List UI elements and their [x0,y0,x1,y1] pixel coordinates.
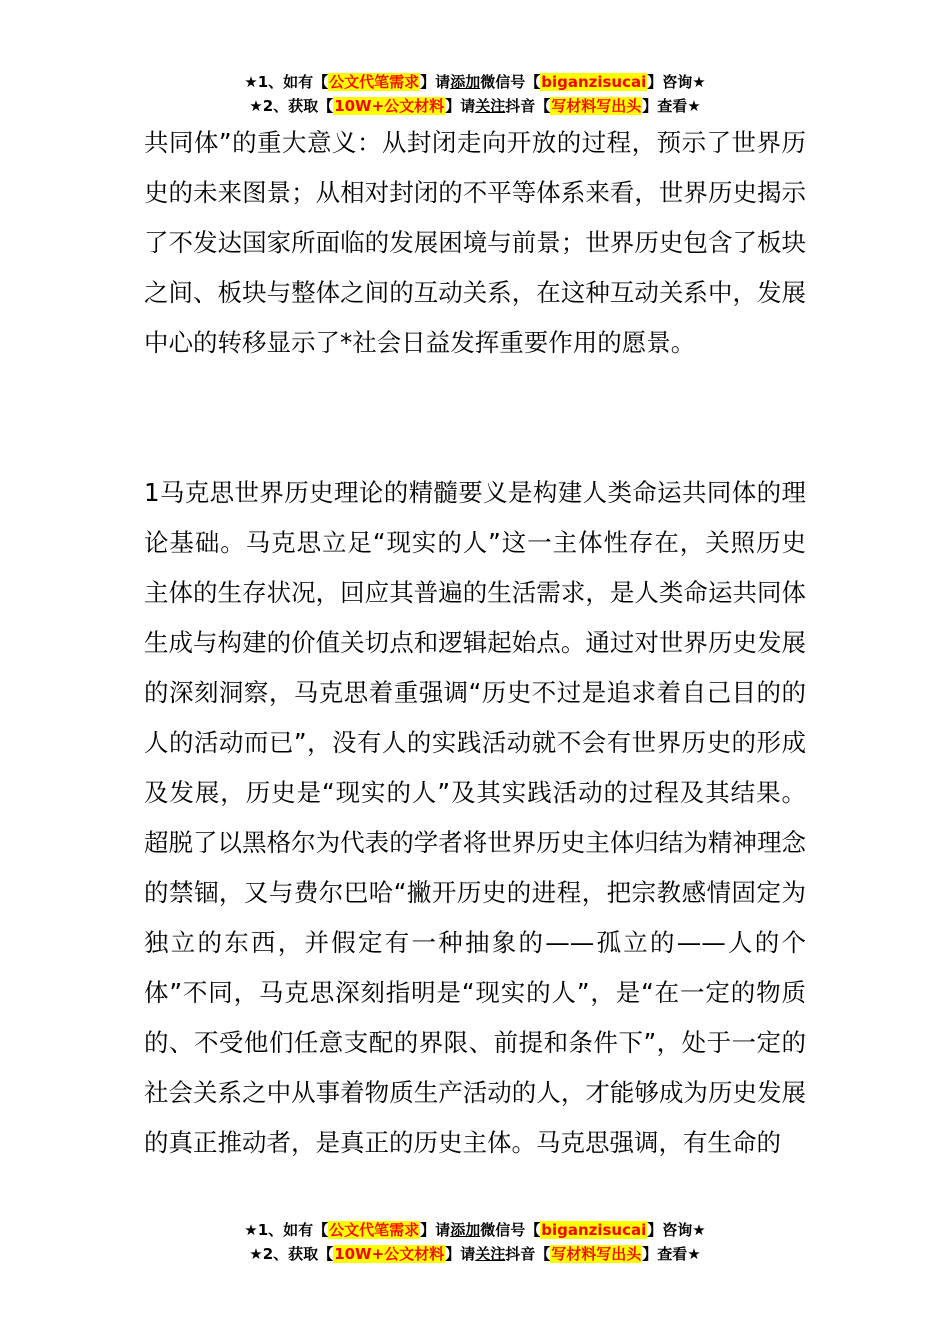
banner-highlight: 10W+公文材料 [334,1245,445,1263]
banner-underlined-text: 添加 [450,73,481,91]
footer-banner [0,1218,950,1266]
banner-text: 】请 [420,73,451,91]
banner-text: ★2、获取【 [249,97,334,115]
banner-highlight: 写材料写出头 [551,97,642,115]
header-banner-line-1 [0,70,950,94]
banner-highlight: biganzisucai [541,73,647,91]
banner-text: 抖音【 [505,97,551,115]
header-banner-line-2 [0,94,950,118]
banner-text: 】请 [445,97,476,115]
banner-text: 】请 [420,1221,451,1239]
banner-highlight: 公文代笔需求 [329,73,420,91]
banner-text: 】请 [445,1245,476,1263]
banner-underlined-text: 关注 [475,1245,506,1263]
banner-underlined-text: 关注 [475,97,506,115]
banner-text: 抖音【 [505,1245,551,1263]
banner-text: ★1、如有【 [244,73,329,91]
banner-highlight: 10W+公文材料 [334,97,445,115]
banner-text: ★2、获取【 [249,1245,334,1263]
banner-underlined-text: 添加 [450,1221,481,1239]
banner-text: ★1、如有【 [244,1221,329,1239]
body-paragraph-1: 共同体”的重大意义：从封闭走向开放的过程，预示了世界历史的未来图景；从相对封闭的不平等体系来看，世界历史揭示了不发达国家所面临的发展困境与前景；世界历史包含了板块之间、板块与整体之间的互动关系，在这种互动关系中，发展中心的转移显示了*社会日益发挥重要作用的愿景。 [144,128,806,357]
banner-highlight: 公文代笔需求 [329,1221,420,1239]
banner-text: 】咨询★ [647,1221,706,1239]
banner-text: 】查看★ [642,1245,701,1263]
header-banner [0,70,950,118]
footer-banner-line-1 [0,1218,950,1242]
banner-text: 微信号【 [480,73,541,91]
banner-highlight: biganzisucai [541,1221,647,1239]
footer-banner-line-2 [0,1242,950,1266]
banner-text: 】查看★ [642,97,701,115]
banner-text: 微信号【 [480,1221,541,1239]
body-paragraph-2: 1马克思世界历史理论的精髓要义是构建人类命运共同体的理论基础。马克思立足“现实的人”这一主体性存在，关照历史主体的生存状况，回应其普遍的生活需求，是人类命运共同体生成与构建的价值关切点和逻辑起始点。通过对世界历史发展的深刻洞察，马克思着重强调“历史不过是追求着自己目的的人的活动而已”，没有人的实践活动就不会有世界历史的形成及发展，历史是“现实的人”及其实践活动的过程及其结果。超脱了以黑格尔为代表的学者将世界历史主体归结为精神理念的禁锢，又与费尔巴哈“撇开历史的进程，把宗教感情固定为独立的东西，并假定有一种抽象的——孤立的——人的个体”不同，马克思深刻指明是“现实的人”，是“在一定的物质的、不受他们任意支配的界限、前提和条件下”，处于一定的社会关系之中从事着物质生产活动的人，才能够成为历史发展的真正推动者，是真正的历史主体。马克思强调，有生命的 [144,478,806,1157]
banner-text: 】咨询★ [647,73,706,91]
banner-highlight: 写材料写出头 [551,1245,642,1263]
